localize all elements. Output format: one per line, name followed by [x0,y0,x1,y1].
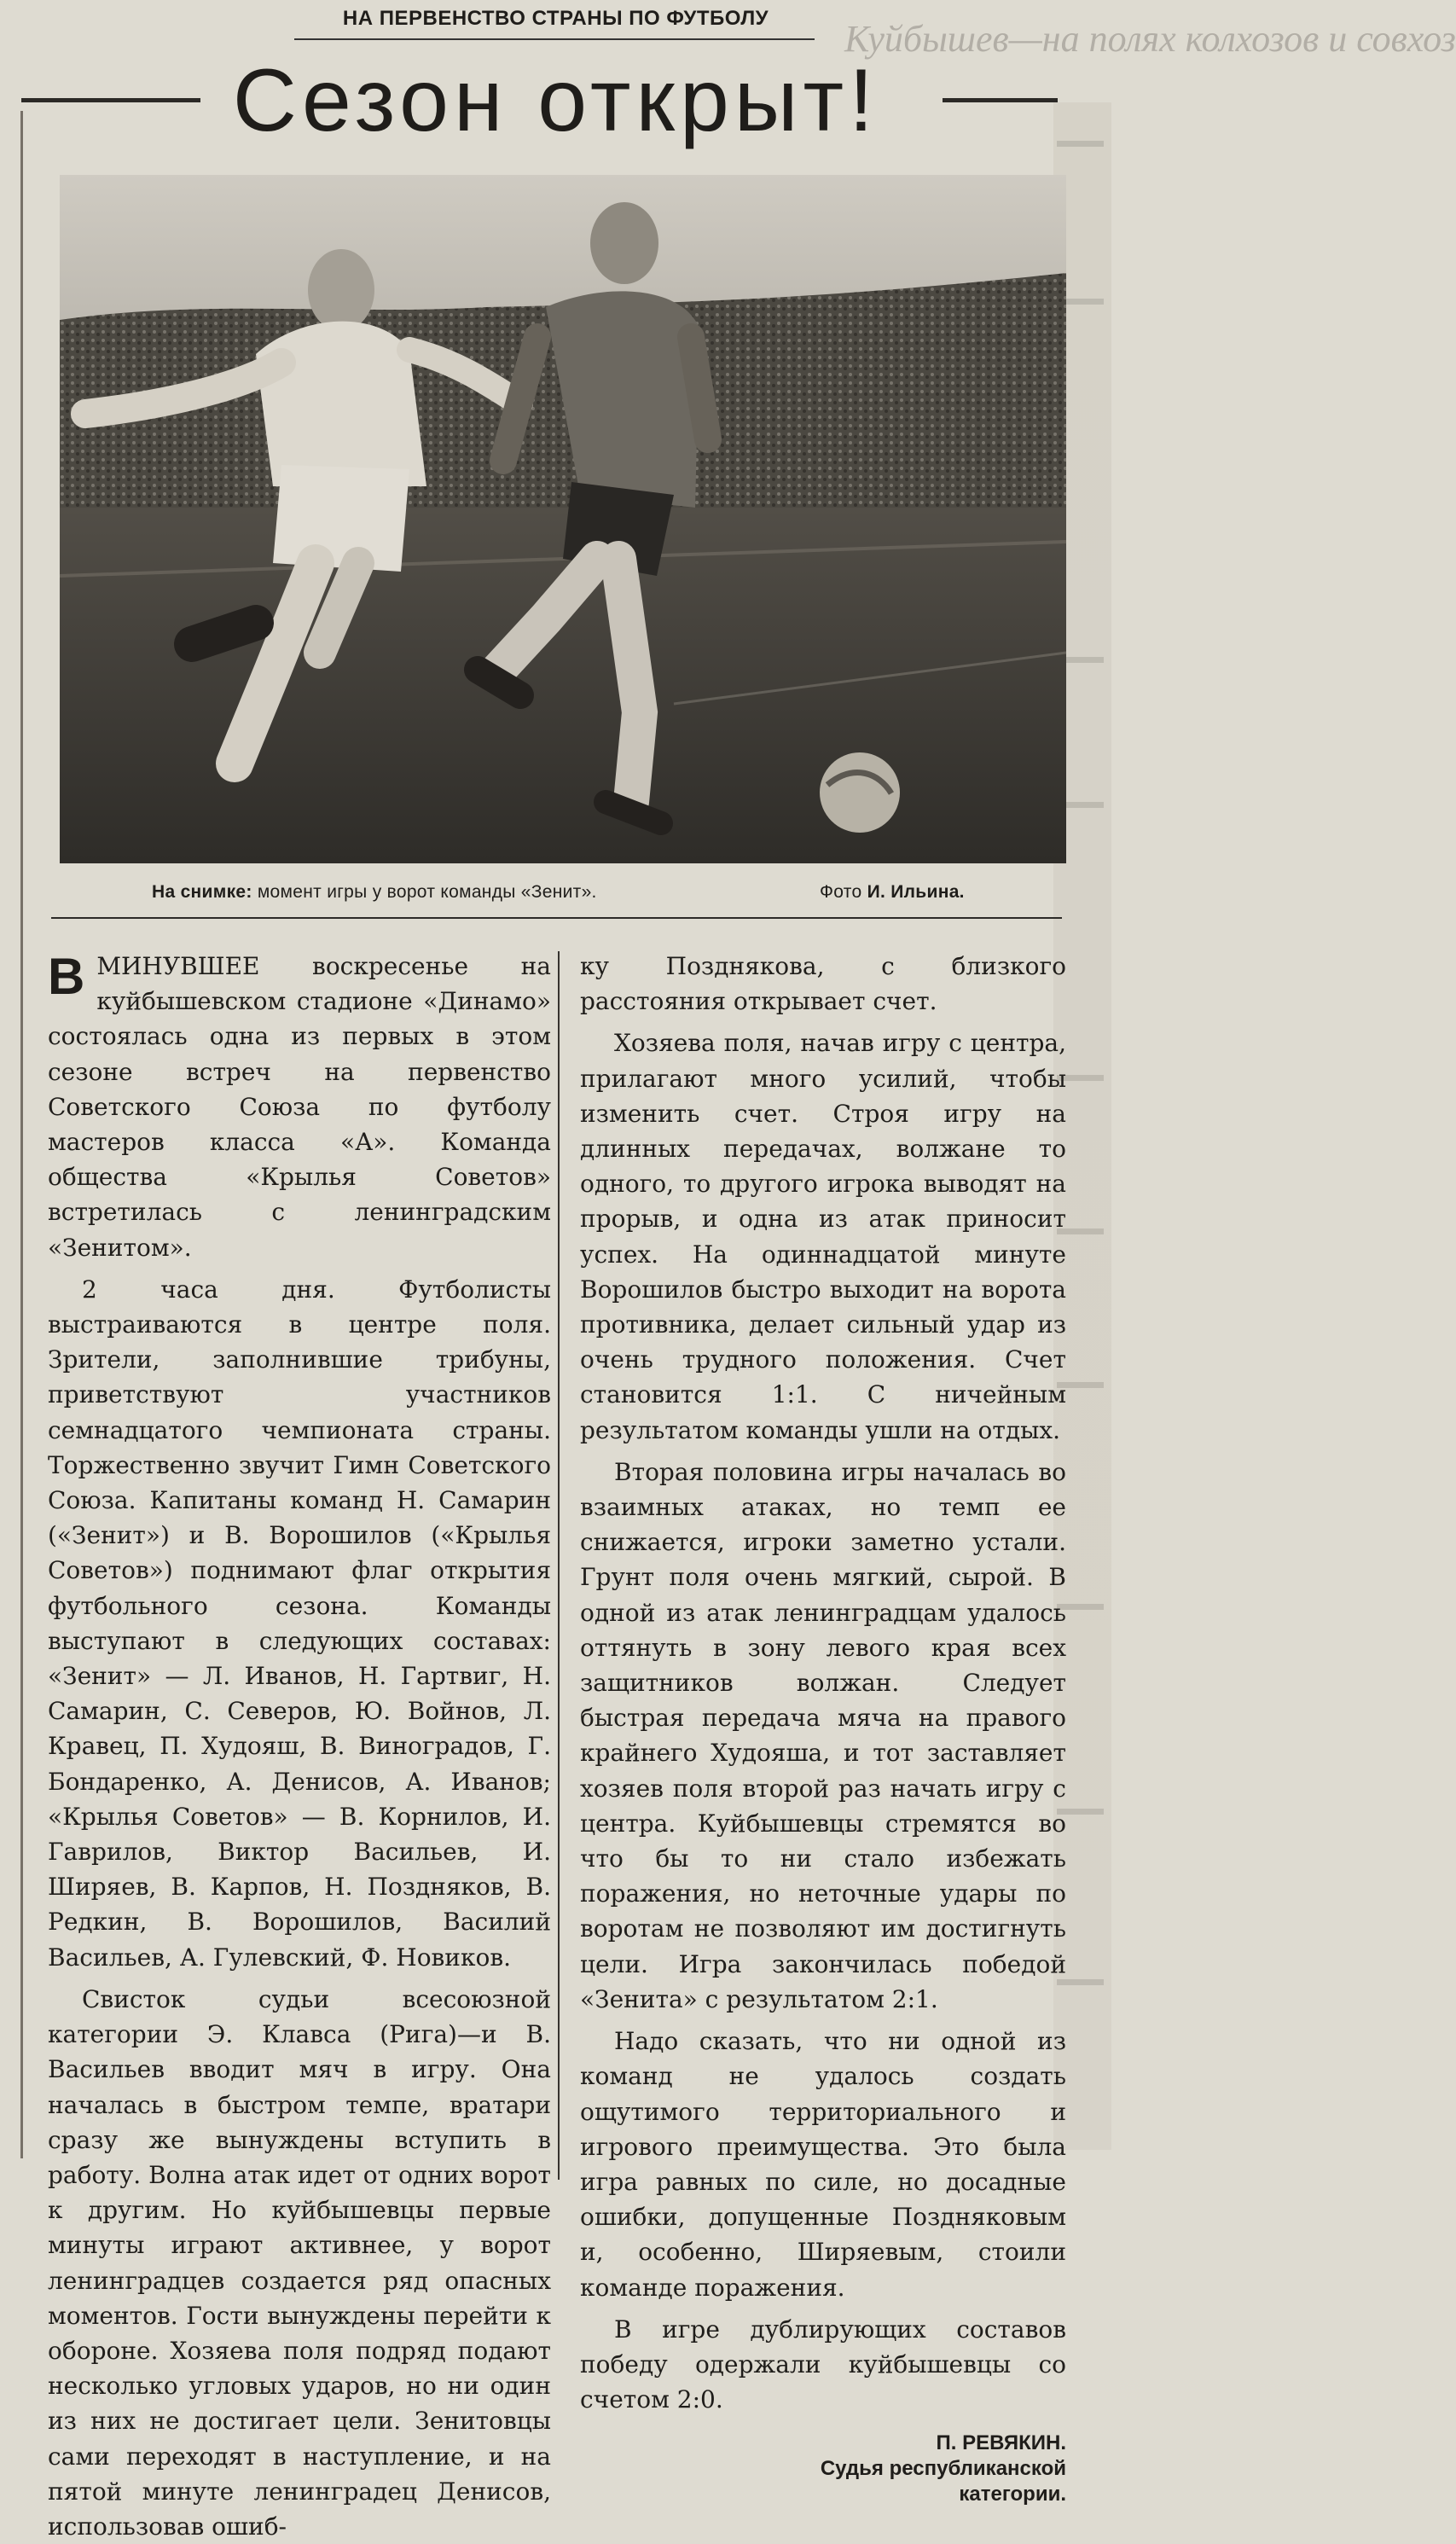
photographer-name: И. Ильина. [867,882,965,902]
caption-rule [51,917,1062,919]
photo-caption [152,882,1043,903]
photo-credit [820,882,965,903]
article-paragraph: Хозяева поля, начав игру с центра, прилагают много усилий, чтобы изменить счет. Строя игру на длинных передачах, волжане то одного, то другого игрока выводят на прорыв, и одна из атак приносит успех. На одиннадцатой минуте Ворошилов быстро выходит на ворота противника, делает сильный удар из очень трудного положения. Счет становится 1:1. С ничейным результатом команды ушли на отдых. [580,1029,1066,1444]
kicker-underline [294,38,815,40]
drop-cap: В [48,948,85,1005]
article-paragraph: Надо сказать, что ни одной из команд не удалось создать ощутимого территориального и игрового преимущества. Это была игра равных по силе, но досадные ошибки, допущенные Поздняковым и, особенно, Ширяевым, стоили команде поражения. [580,2027,1066,2302]
author-title-line2: категории. [959,2483,1066,2506]
article-column-left [48,949,551,2544]
football-match-photo [60,175,1066,863]
article-paragraph: В игре дублирующих составов победу одержали куйбышевцы со счетом 2:0. [580,2315,1066,2414]
column-divider [558,951,560,2180]
article-signature [580,2431,1066,2507]
article-paragraph: ку Позднякова, с близкого расстояния открывает счет. [580,952,1066,1016]
author-title-line1: Судья республиканской [820,2457,1066,2481]
article-column-right [580,949,1066,2507]
author-name: П. РЕВЯКИН. [936,2431,1066,2455]
caption-label: На снимке: [152,882,252,902]
headline: Сезон открыт! [232,51,879,150]
article-paragraph: Вторая половина игры началась во взаимных атаках, но темп ее снижается, игроки заметно устали. Грунт поля очень мягкий, сырой. В одной из атак ленинградцам удалось оттянуть в зону левого края всех защитников волжан. Следует быстрая передача мяча на правого крайнего Худояша, и тот заставляет хозяев поля второй раз начать игру с центра. Куйбышевцы стремятся во что бы то ни стало избежать поражения, но неточные удары по воротам не позволяют им достигнуть цели. Игра закончилась победой «Зенита» с результатом 2:1. [580,1457,1066,2013]
article-paragraph [48,949,551,1265]
article-paragraph-text: МИНУВШЕЕ воскресенье на куйбышевском стадионе «Динамо» состоялась одна из первых в этом сезоне встреч на первенство Советского Союза по футболу мастеров класса «А». Команда общества «Крылья Советов» встретилась с ленинградским «Зенитом». [48,952,551,1262]
page-edge-line [20,111,23,2158]
photo-credit-prefix: Фото [820,882,862,902]
headline-rule-right [943,98,1058,102]
caption-text: момент игры у ворот команды «Зенит». [257,882,597,902]
article-paragraph: 2 часа дня. Футболисты выстраиваются в центре поля. Зрители, заполнившие трибуны, приветствуют участников семнадцатого чемпионата страны. Торжественно звучит Гимн Советского Союза. Капитаны команд Н. Самарин («Зенит») и В. Ворошилов («Крылья Советов») поднимают флаг открытия футбольного сезона. Команды выступают в следующих составах: «Зенит» — Л. Иванов, Н. Гартвиг, Н. Самарин, С. Северов, Ю. Войнов, Л. Кравец, П. Худояш, В. Виноградов, Г. Бондаренко, А. Денисов, А. Иванов; «Крылья Советов» — В. Корнилов, И. Гаврилов, Виктор Васильев, И. Ширяев, В. Карпов, Н. Поздняков, В. Редкин, В. Ворошилов, Василий Васильев, А. Гулевский, Ф. Новиков. [48,1275,551,1972]
adjacent-article-fragment: Куйбышев—на полях колхозов и совхоз [844,18,1456,60]
section-kicker: НА ПЕРВЕНСТВО СТРАНЫ ПО ФУТБОЛУ [342,7,769,30]
article-paragraph: Свисток судьи всесоюзной категории Э. Клавса (Рига)—и В. Васильев вводит мяч в игру. Она началась в быстром темпе, вратари сразу же вынуждены вступить в работу. Волна атак идет от одних ворот к другим. Но куйбышевцы первые минуты играют активнее, у ворот ленинградцев создается ряд опасных моментов. Гости вынуждены перейти к обороне. Хозяева поля подряд подают несколько угловых ударов, но ни один из них не достигает цели. Зенитовцы сами переходят в наступление, и на пятой минуте ленинградец Денисов, использовав ошиб- [48,1984,551,2541]
